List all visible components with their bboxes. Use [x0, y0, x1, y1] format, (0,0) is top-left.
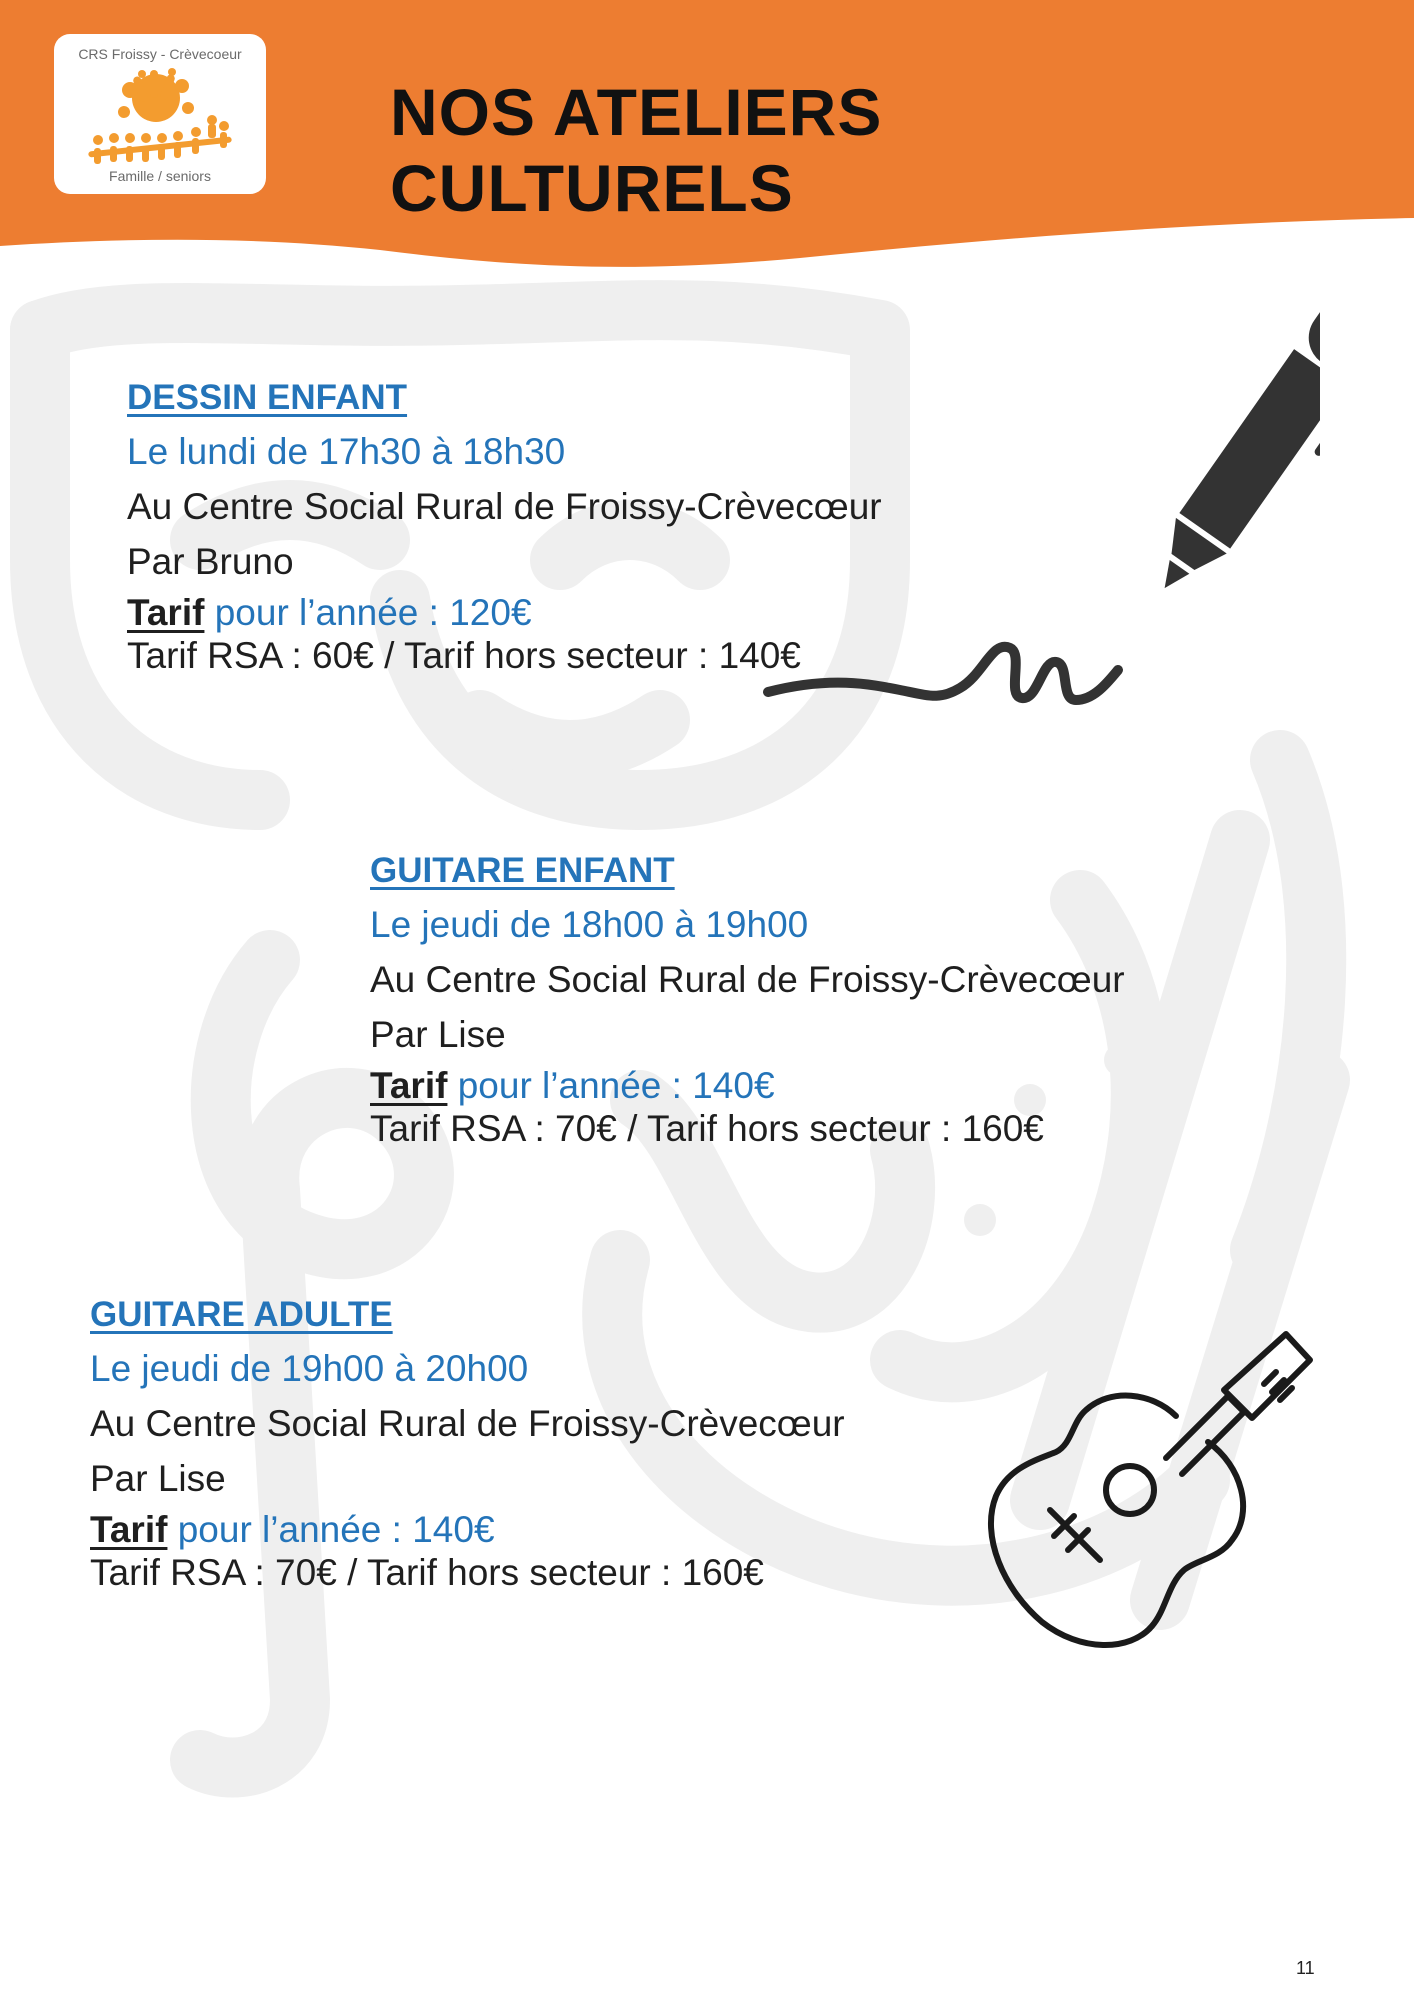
pen-icon — [760, 260, 1320, 720]
workshop-teacher: Par Bruno — [127, 541, 294, 582]
workshop-place: Au Centre Social Rural de Froissy-Crèvecœur — [370, 959, 1125, 1000]
workshop-schedule: Le jeudi de 19h00 à 20h00 — [90, 1348, 529, 1389]
workshop-title: GUITARE ENFANT — [370, 851, 675, 890]
workshop-title: GUITARE ADULTE — [90, 1295, 393, 1334]
workshop-schedule: Le lundi de 17h30 à 18h30 — [127, 431, 566, 472]
workshop-rates: Tarif RSA : 70€ / Tarif hors secteur : 160€ — [90, 1552, 764, 1593]
workshop-title: DESSIN ENFANT — [127, 378, 408, 417]
price-text: pour l’année : 140€ — [447, 1065, 775, 1106]
guitar-icon — [980, 1300, 1340, 1660]
price-label: Tarif — [90, 1509, 168, 1550]
price-label: Tarif — [127, 592, 205, 633]
workshop-place: Au Centre Social Rural de Froissy-Crèvecœur — [90, 1403, 845, 1444]
workshop-rates: Tarif RSA : 60€ / Tarif hors secteur : 140€ — [127, 635, 801, 676]
price-label: Tarif — [370, 1065, 448, 1106]
page-number: 11 — [1296, 1958, 1315, 1978]
workshop-teacher: Par Lise — [370, 1014, 506, 1055]
logo-top-text: CRS Froissy - Crèvecoeur — [78, 46, 242, 62]
workshop-price — [90, 1511, 845, 1548]
workshop-rates: Tarif RSA : 70€ / Tarif hors secteur : 160€ — [370, 1108, 1044, 1149]
logo-bottom-text: Famille / seniors — [109, 168, 211, 184]
workshop-guitare-adulte — [90, 1297, 845, 1591]
workshop-price — [370, 1067, 1125, 1104]
workshop-teacher: Par Lise — [90, 1458, 226, 1499]
workshop-place: Au Centre Social Rural de Froissy-Crèvecœur — [127, 486, 882, 527]
price-text: pour l’année : 120€ — [204, 592, 532, 633]
page-title: NOS ATELIERS CULTURELS — [390, 75, 883, 225]
price-text: pour l’année : 140€ — [167, 1509, 495, 1550]
workshop-guitare-enfant — [370, 853, 1125, 1147]
workshop-schedule: Le jeudi de 18h00 à 19h00 — [370, 904, 809, 945]
